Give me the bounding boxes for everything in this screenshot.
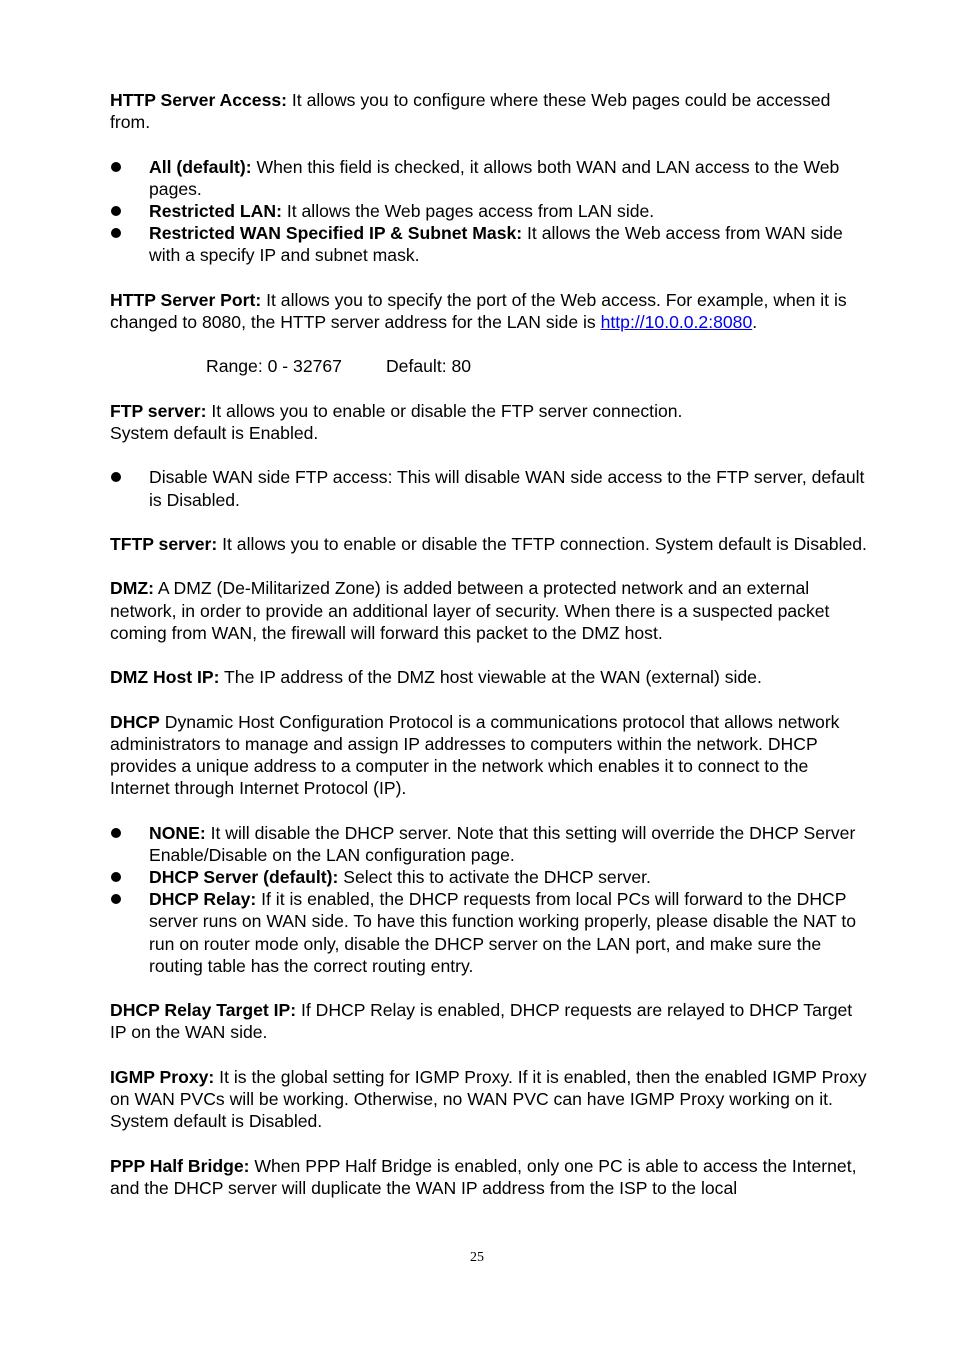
description: Dynamic Host Configuration Protocol is a communications protocol that allows network administrators to manage and assign IP addresses to computers within the network. DHCP provides a unique address to a computer in the network which enables it to connect to the Internet through Internet Protocol (IP).: [110, 711, 840, 799]
dmz-host-ip-paragraph: [110, 666, 870, 688]
http-server-access-paragraph: [110, 89, 870, 133]
http-access-options: [110, 156, 870, 267]
page-number: 25: [470, 1250, 484, 1265]
punctuation: .: [752, 312, 758, 332]
description: It allows the Web pages access from LAN side.: [281, 201, 655, 221]
list-item: [110, 200, 870, 222]
term: DHCP Server (default):: [149, 866, 339, 887]
term: FTP server:: [110, 400, 207, 421]
list-item: [110, 822, 870, 866]
description: It allows you to enable or disable the FTP server connection.: [206, 400, 683, 421]
bullet-icon: [111, 472, 121, 482]
term: DHCP: [110, 711, 160, 732]
term: Restricted WAN Specified IP & Subnet Mask:: [149, 223, 523, 244]
bullet-icon: [111, 228, 121, 238]
term: DMZ:: [110, 578, 154, 599]
description: The IP address of the DMZ host viewable at the WAN (external) side.: [219, 667, 762, 688]
list-item: [110, 866, 870, 888]
description: It will disable the DHCP server. Note that this setting will override the DHCP Server Enable/Disable on the LAN configuration page.: [149, 822, 856, 865]
term: Restricted LAN:: [149, 201, 282, 221]
description: It is the global setting for IGMP Proxy. If it is enabled, then the enabled IGMP Proxy on WAN PVCs will be working. Otherwise, no WAN PVC can have IGMP Proxy working on it. System default is Disabled.: [110, 1066, 867, 1132]
document-body: [110, 89, 870, 1199]
dhcp-relay-target-paragraph: [110, 999, 870, 1043]
list-item: [110, 466, 870, 510]
description: When PPP Half Bridge is enabled, only one PC is able to access the Internet, and the DHCP server will duplicate the WAN IP address from the ISP to the local: [110, 1155, 857, 1198]
description: A DMZ (De-Militarized Zone) is added between a protected network and an external network, in order to provide an additional layer of security. When there is a suspected packet coming from WAN, the firewall will forward this packet to the DMZ host.: [110, 578, 830, 643]
http-server-port-paragraph: [110, 289, 870, 333]
list-item: [110, 222, 870, 266]
term: DHCP Relay:: [149, 889, 257, 910]
list-item: [110, 156, 870, 200]
description: It allows the Web access from WAN side with a specify IP and subnet mask.: [149, 223, 843, 266]
term: HTTP Server Port:: [110, 289, 262, 310]
description: Select this to activate the DHCP server.: [338, 866, 651, 887]
dmz-paragraph: [110, 577, 870, 644]
term: TFTP server:: [110, 533, 218, 554]
lan-address-link[interactable]: http://10.0.0.2:8080: [600, 312, 753, 332]
description: When this field is checked, it allows both WAN and LAN access to the Web pages.: [149, 156, 840, 199]
dhcp-options: [110, 822, 870, 977]
term: DMZ Host IP:: [110, 667, 220, 688]
term: HTTP Server Access:: [110, 90, 288, 110]
term: All (default):: [149, 156, 252, 177]
bullet-icon: [111, 162, 121, 172]
igmp-proxy-paragraph: [110, 1066, 870, 1133]
bullet-icon: [111, 828, 121, 838]
bullet-icon: [111, 894, 121, 904]
ftp-options: [110, 466, 870, 510]
port-range-line: [110, 355, 870, 377]
description: If DHCP Relay is enabled, DHCP requests are relayed to DHCP Target IP on the WAN side.: [110, 1000, 853, 1043]
description: It allows you to specify the port of the Web access. For example, when it is changed to 8080, the HTTP server address for the LAN side is: [110, 289, 847, 332]
range-text: Range: 0 - 32767: [206, 356, 342, 377]
dhcp-paragraph: [110, 711, 870, 800]
term: NONE:: [149, 822, 206, 843]
term: DHCP Relay Target IP:: [110, 1000, 297, 1021]
ppp-half-bridge-paragraph: [110, 1155, 870, 1199]
bullet-icon: [111, 206, 121, 216]
description: Disable WAN side FTP access: This will disable WAN side access to the FTP server, default is Disabled.: [149, 467, 865, 510]
description: If it is enabled, the DHCP requests from local PCs will forward to the DHCP server runs on WAN side. To have this function working properly, please disable the NAT to run on router mode only, disable the DHCP server on the LAN port, and make sure the routing table has the correct routing entry.: [149, 889, 857, 976]
term: IGMP Proxy:: [110, 1066, 215, 1087]
list-item: [110, 888, 870, 977]
description: It allows you to configure where these Web pages could be accessed from.: [110, 90, 831, 133]
tftp-server-paragraph: [110, 533, 870, 555]
ftp-default-text: System default is Enabled.: [110, 422, 319, 443]
ftp-server-paragraph: [110, 400, 870, 444]
term: PPP Half Bridge:: [110, 1155, 250, 1176]
description: It allows you to enable or disable the TFTP connection. System default is Disabled.: [217, 533, 867, 554]
bullet-icon: [111, 872, 121, 882]
default-text: Default: 80: [385, 356, 472, 377]
